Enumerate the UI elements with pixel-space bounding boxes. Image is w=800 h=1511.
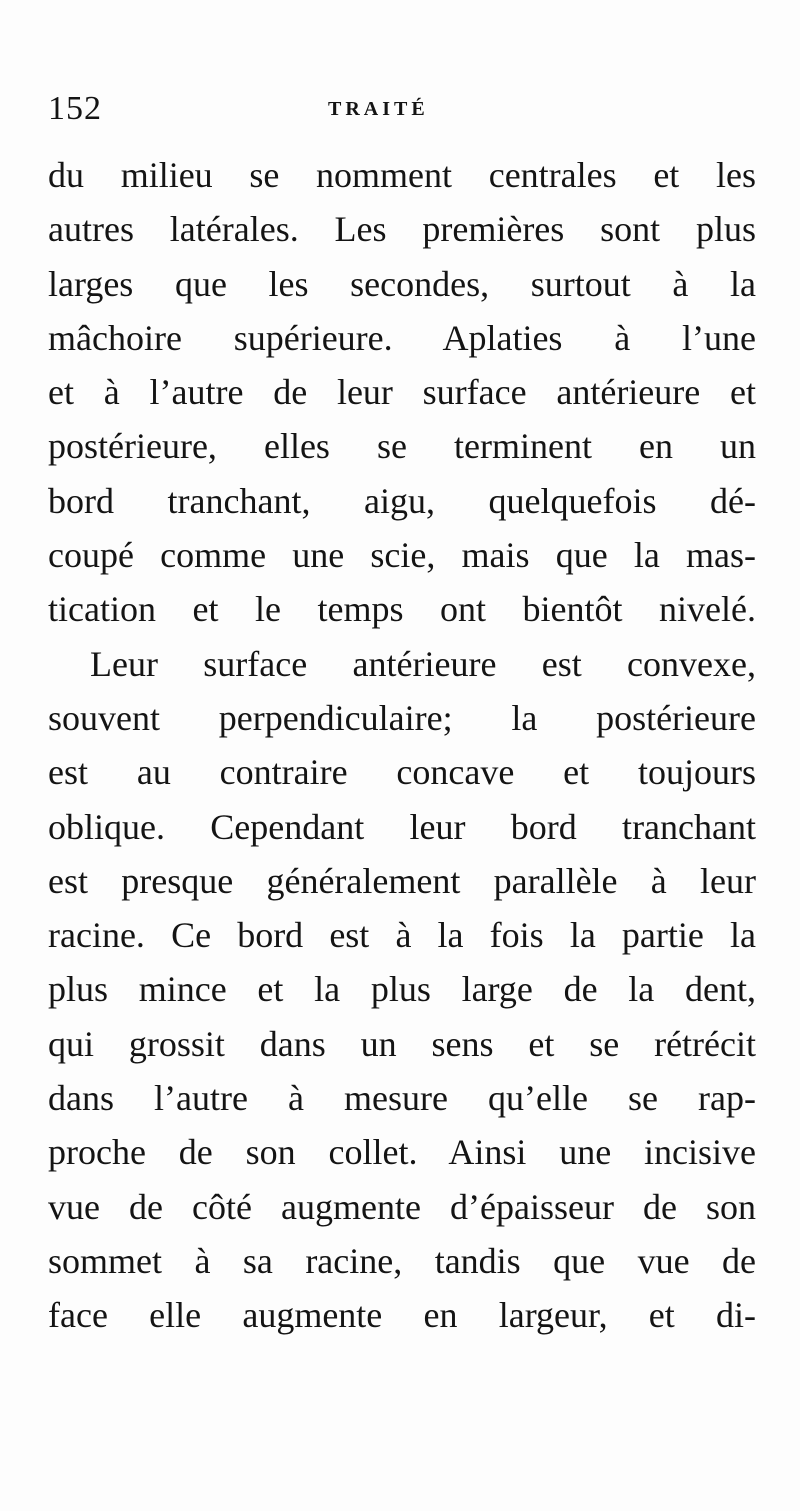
text-line: racine. Ce bord est à la fois la partie la [48,915,756,956]
text-line: postérieure, elles se terminent en un [48,426,756,467]
text-line: proche de son collet. Ainsi une incisive [48,1132,756,1173]
text-line: du milieu se nomment centrales et les [48,155,756,195]
text-line: plus mince et la plus large de la dent, [48,969,756,1010]
text-line: coupé comme une scie, mais que la mas- [48,535,756,576]
paragraph-1 [48,148,756,637]
text-line: dans l’autre à mesure qu’elle se rap- [48,1078,756,1119]
page-number: 152 [48,90,102,127]
text-line: bord tranchant, aigu, quelquefois dé- [48,480,756,521]
text-line: est au contraire concave et toujours [48,752,756,793]
body-text [48,148,756,1343]
text-line: et à l’autre de leur surface antérieure et [48,372,756,413]
running-head: TRAITÉ [328,98,429,120]
text-line: est presque généralement parallèle à leur [48,860,756,901]
paragraph-2 [48,637,756,1343]
page-header [48,90,756,130]
text-line: qui grossit dans un sens et se rétrécit [48,1023,756,1064]
text-line: sommet à sa racine, tandis que vue de [48,1240,756,1281]
text-line: vue de côté augmente d’épaisseur de son [48,1186,756,1227]
text-line: tication et le temps ont bientôt nivelé. [48,589,756,630]
text-line: larges que les secondes, surtout à la [48,263,756,304]
text-line: autres latérales. Les premières sont plus [48,209,756,250]
text-line: Leur surface antérieure est convexe, [90,643,756,684]
text-line: oblique. Cependant leur bord tranchant [48,806,756,847]
text-line: mâchoire supérieure. Aplaties à l’une [48,317,756,358]
text-line: souvent perpendiculaire; la postérieure [48,697,756,738]
text-line: face elle augmente en largeur, et di- [48,1295,756,1336]
